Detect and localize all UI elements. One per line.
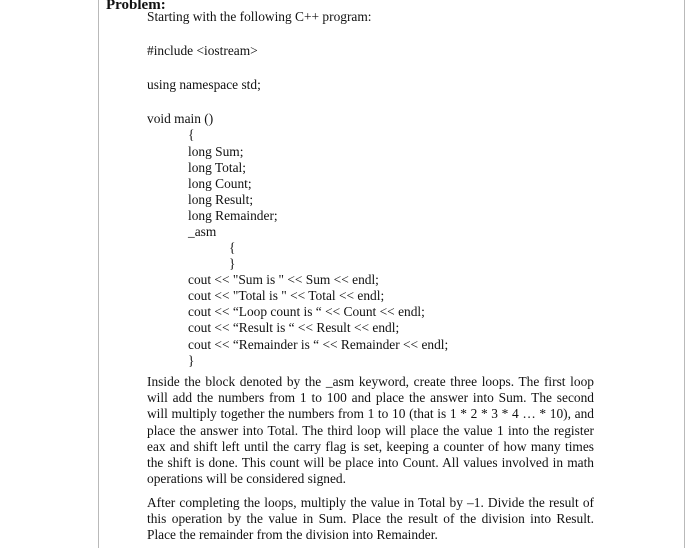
code-decl-count: long Count;	[188, 176, 252, 191]
code-cout-total: cout << "Total is " << Total << endl;	[188, 288, 385, 303]
code-asm-close-brace: }	[229, 256, 236, 271]
code-decl-sum: long Sum;	[188, 144, 244, 159]
code-cout-count: cout << “Loop count is “ << Count << endl;	[188, 304, 425, 319]
code-asm-keyword: _asm	[188, 224, 217, 239]
code-main-signature: void main ()	[147, 111, 214, 126]
code-cout-sum: cout << "Sum is " << Sum << endl;	[188, 272, 379, 287]
code-cout-remainder: cout << “Remainder is “ << Remainder << endl;	[188, 337, 449, 352]
code-include: #include <iostream>	[147, 43, 258, 58]
code-asm-open-brace: {	[229, 240, 236, 255]
page-border-left	[98, 0, 99, 548]
code-cout-result: cout << “Result is “ << Result << endl;	[188, 320, 400, 335]
page-border-right	[684, 0, 685, 548]
problem-heading: Problem:	[106, 0, 166, 13]
instructions-paragraph-2: After completing the loops, multiply the value in Total by –1. Divide the result of this operation by the value in Sum. Place the result of the division into Result. Place the remainder from the division into Remainder.	[147, 495, 594, 543]
code-close-brace: }	[188, 353, 195, 368]
intro-text: Starting with the following C++ program:	[147, 9, 372, 24]
code-decl-total: long Total;	[188, 160, 246, 175]
code-decl-remainder: long Remainder;	[188, 208, 278, 223]
instructions-paragraph-1: Inside the block denoted by the _asm keyword, create three loops. The first loop will add the numbers from 1 to 100 and place the answer into Sum. The second will multiply together the numbers from 1 to 10 (that is 1 * 2 * 3 * 4 … * 10), and place the answer into Total. The third loop will place the value 1 into the register eax and shift left until the carry flag is set, keeping a counter of how many times the shift is done. This count will be place into Count. All values involved in math operations will be considered signed.	[147, 374, 594, 487]
code-using: using namespace std;	[147, 77, 261, 92]
code-open-brace: {	[188, 127, 195, 142]
code-decl-result: long Result;	[188, 192, 254, 207]
